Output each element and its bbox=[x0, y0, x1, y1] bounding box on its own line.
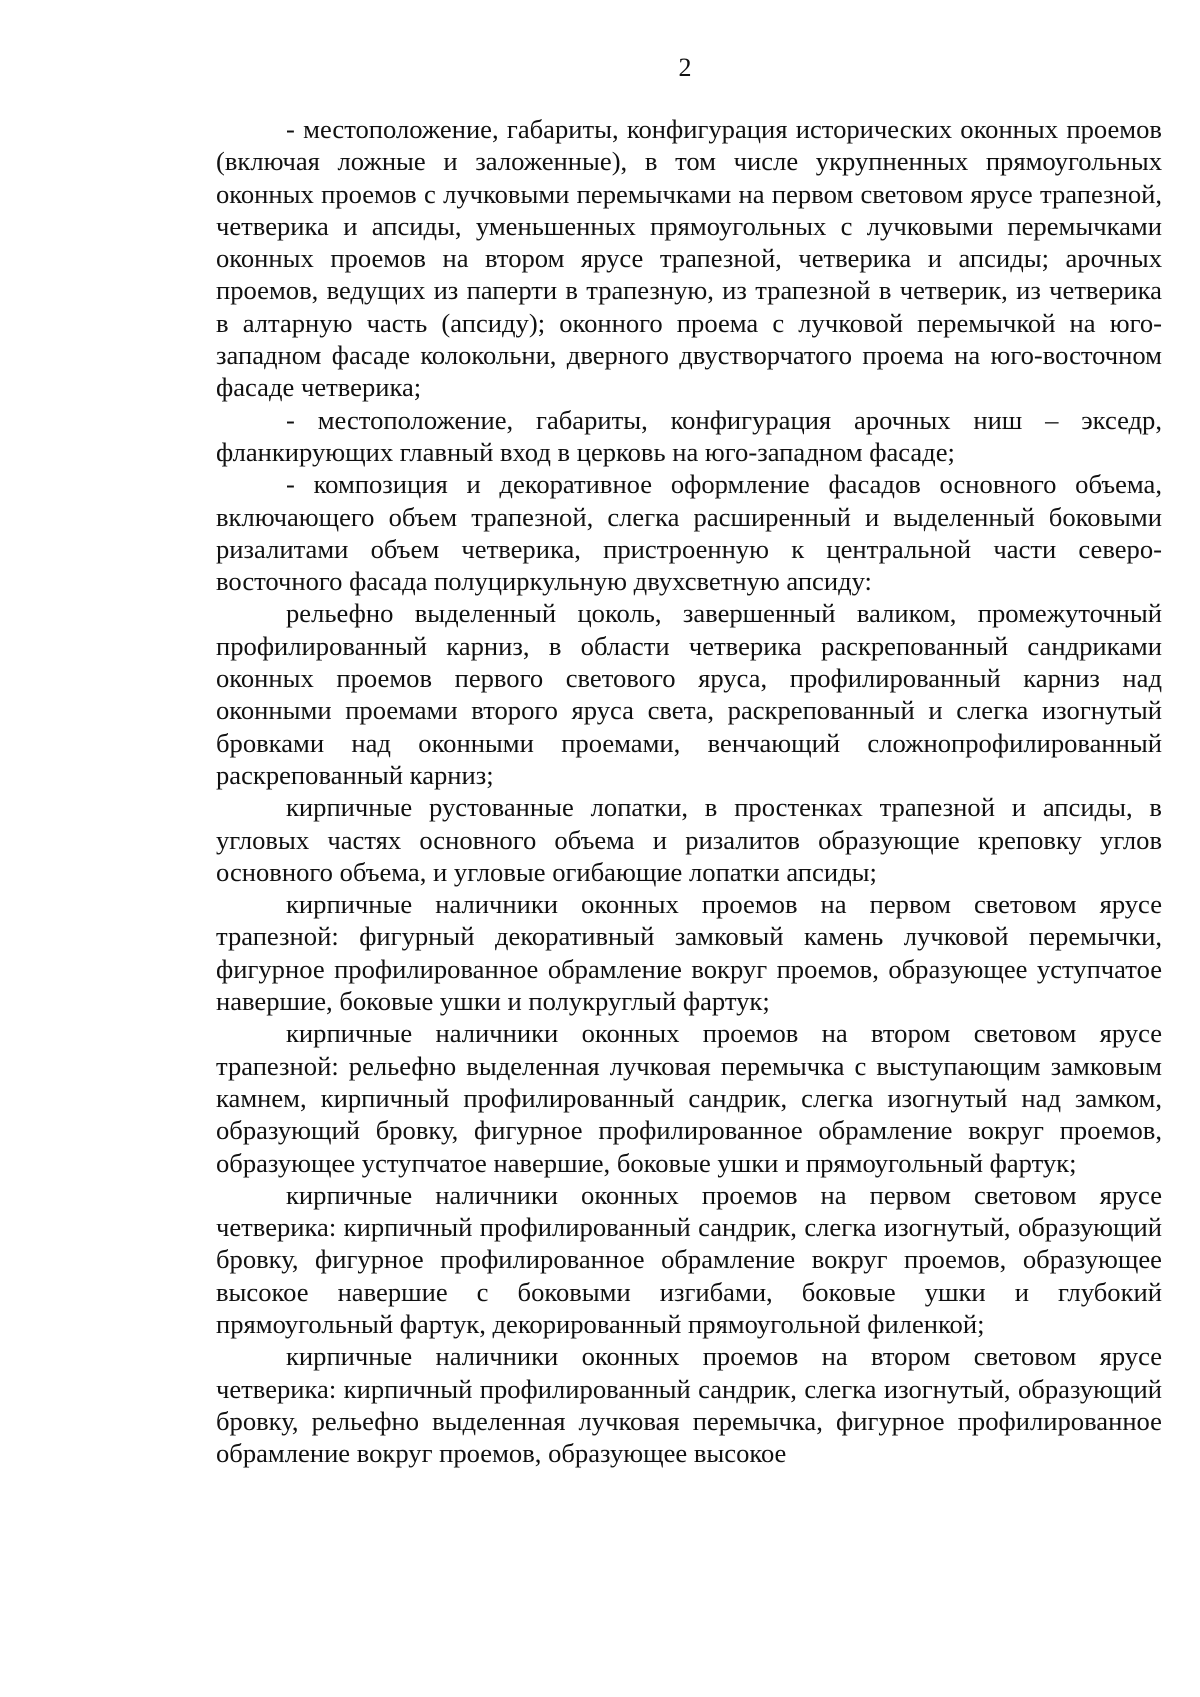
paragraph-facade-composition: - композиция и декоративное оформление фасадов основного объема, включающего объем трапезной, слегка расширенный и выделенный боковыми ризалитами объем четверика, пристроенную к центральной части северо-восточного фасада полуциркульную двухсветную апсиду: bbox=[216, 469, 1162, 597]
paragraph-windows: - местоположение, габариты, конфигурация исторических оконных проемов (включая ложные и заложенные), в том числе укрупненных прямоугольных оконных проемов с лучковыми перемычками на первом световом ярусе трапезной, четверика и апсиды, уменьшенных прямоугольных с лучковыми перемычками оконных проемов на втором ярусе трапезной, четверика и апсиды; арочных проемов, ведущих из паперти в трапезную, из трапезной в четверик, из четверика в алтарную часть (апсиду); оконного проема с лучковой перемычкой на юго-западном фасаде колокольни, дверного двустворчатого проема на юго-восточном фасаде четверика; bbox=[216, 114, 1162, 403]
paragraph-trapeznaya-second-tier: кирпичные наличники оконных проемов на втором световом ярусе трапезной: рельефно выделенная лучковая перемычка с выступающим замковым камнем, кирпичный профилированный сандрик, слегка изогнутый над замком, образующий бровку, фигурное профилированное обрамление вокруг проемов, образующее уступчатое навершие, боковые ушки и прямоугольный фартук; bbox=[216, 1018, 1162, 1178]
paragraph-pilasters: кирпичные рустованные лопатки, в простенках трапезной и апсиды, в угловых частях основного объема и ризалитов образующие креповку углов основного объема, и угловые огибающие лопатки апсиды; bbox=[216, 792, 1162, 887]
paragraph-plinth-cornices: рельефно выделенный цоколь, завершенный валиком, промежуточный профилированный карниз, в области четверика раскрепованный сандриками оконных проемов первого светового яруса, профилированный карниз над оконными проемами второго яруса света, раскрепованный и слегка изогнутый бровками над оконными проемами, венчающий сложнопрофилированный раскрепованный карниз; bbox=[216, 598, 1162, 790]
paragraph-chetverik-first-tier: кирпичные наличники оконных проемов на первом световом ярусе четверика: кирпичный профилированный сандрик, слегка изогнутый, образующий бровку, фигурное профилированное обрамление вокруг проемов, образующее высокое навершие с боковыми изгибами, боковые ушки и глубокий прямоугольный фартук, декорированный прямоугольной филенкой; bbox=[216, 1179, 1162, 1339]
paragraph-niches: - местоположение, габариты, конфигурация арочных ниш – экседр, фланкирующих главный вход в церковь на юго-западном фасаде; bbox=[216, 404, 1162, 467]
page-number: 2 bbox=[678, 53, 692, 82]
paragraph-trapeznaya-first-tier: кирпичные наличники оконных проемов на первом световом ярусе трапезной: фигурный декоративный замковый камень лучковой перемычки, фигурное профилированное обрамление вокруг проемов, образующее уступчатое навершие, боковые ушки и полукруглый фартук; bbox=[216, 889, 1162, 1017]
paragraph-chetverik-second-tier: кирпичные наличники оконных проемов на втором световом ярусе четверика: кирпичный профилированный сандрик, слегка изогнутый, образующий бровку, рельефно выделенная лучковая перемычка, фигурное профилированное обрамление вокруг проемов, образующее высокое bbox=[216, 1341, 1162, 1469]
document-body bbox=[216, 113, 1162, 1469]
